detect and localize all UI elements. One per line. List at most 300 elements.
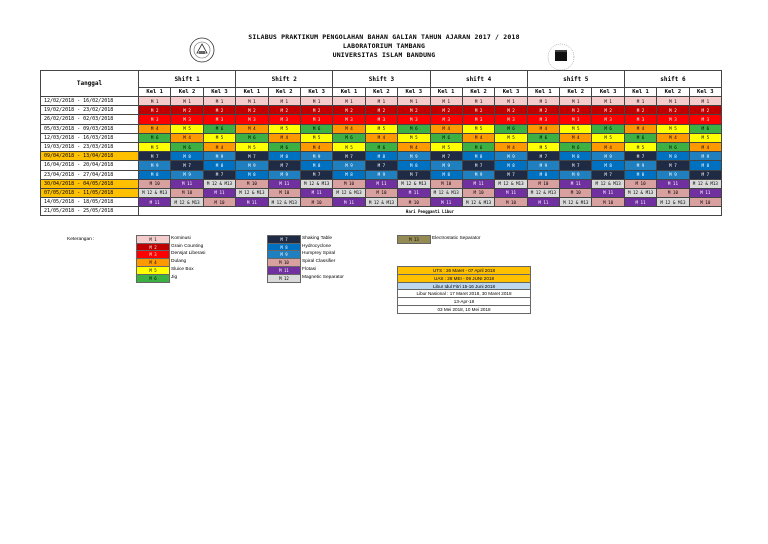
legend-label-text: Flotasi [302, 266, 317, 272]
module-cell: M 6 [139, 133, 171, 142]
legend-label-text: Grain Counting [171, 243, 204, 249]
module-cell: M 10 [495, 198, 527, 207]
module-cell: M 8 [624, 170, 656, 179]
module-cell: M 12 & M13 [171, 198, 203, 207]
module-cell: M 2 [365, 106, 397, 115]
module-cell: M 11 [560, 179, 592, 188]
module-cell: M 8 [139, 170, 171, 179]
module-cell: M 9 [333, 161, 365, 170]
module-cell: M 3 [560, 115, 592, 124]
document-title [0, 33, 768, 60]
module-cell: M 6 [333, 133, 365, 142]
table-row [41, 198, 722, 207]
note-line: Libur Idul Fitri 15-16 Juni 2018 [397, 282, 531, 291]
module-cell: M 9 [657, 170, 689, 179]
module-cell: M 2 [268, 106, 300, 115]
module-cell: M 11 [430, 198, 462, 207]
module-cell: M 2 [398, 106, 430, 115]
group-header: Kel 2 [462, 88, 494, 97]
module-cell: M 5 [689, 133, 721, 142]
module-cell: M 12 & M13 [689, 179, 721, 188]
module-cell: M 11 [462, 179, 494, 188]
module-cell: M 10 [592, 198, 624, 207]
module-cell: M 4 [527, 124, 559, 133]
legend-swatch: M 8 [267, 243, 301, 252]
module-cell: M 2 [592, 106, 624, 115]
module-cell: M 8 [527, 170, 559, 179]
module-cell: M 2 [495, 106, 527, 115]
table-row [41, 161, 722, 170]
module-cell: M 1 [398, 97, 430, 106]
module-cell: M 1 [333, 97, 365, 106]
module-cell: M 5 [527, 142, 559, 151]
module-cell: M 5 [365, 124, 397, 133]
legend-swatch: M 2 [136, 243, 170, 252]
module-cell: M 8 [398, 161, 430, 170]
module-cell: M 1 [236, 97, 268, 106]
module-cell: M 5 [430, 142, 462, 151]
legend-swatch: M 13 [397, 235, 431, 244]
module-cell: M 8 [365, 152, 397, 161]
module-cell: M 1 [365, 97, 397, 106]
date-cell: 26/02/2018 - 02/03/2018 [41, 115, 139, 124]
shift-header: Shift 3 [333, 71, 430, 88]
group-header: Kel 1 [333, 88, 365, 97]
legend-swatch: M 4 [136, 258, 170, 267]
module-cell: M 2 [430, 106, 462, 115]
module-cell: M 7 [365, 161, 397, 170]
module-cell: M 9 [560, 170, 592, 179]
legend-label-text: Dulang [171, 259, 187, 265]
module-cell: M 9 [527, 161, 559, 170]
module-cell: M 9 [268, 170, 300, 179]
legend-label-text: Spiral Classifier [302, 259, 336, 265]
module-cell: M 9 [689, 152, 721, 161]
legend-swatch: M 9 [267, 250, 301, 259]
module-cell: M 12 & M13 [592, 179, 624, 188]
module-cell: M 10 [333, 179, 365, 188]
module-cell: M 3 [527, 115, 559, 124]
module-cell: M 12 & M13 [462, 198, 494, 207]
module-cell: M 3 [268, 115, 300, 124]
shift-header: Shift 2 [236, 71, 333, 88]
date-cell: 30/04/2018 - 04/05/2018 [41, 179, 139, 188]
module-cell: M 8 [462, 152, 494, 161]
module-cell: M 12 & M13 [300, 179, 332, 188]
table-row [41, 142, 722, 151]
title-line-1: SILABUS PRAKTIKUM PENGOLAHAN BAHAN GALIAN TAHUN AJARAN 2017 / 2018 [248, 33, 520, 41]
module-cell: M 7 [171, 161, 203, 170]
module-cell: M 1 [624, 97, 656, 106]
module-cell: M 5 [592, 133, 624, 142]
module-cell: M 12 & M13 [527, 188, 559, 197]
module-cell: M 1 [139, 97, 171, 106]
date-cell: 12/03/2018 - 16/03/2018 [41, 133, 139, 142]
module-cell: M 11 [624, 198, 656, 207]
module-cell: M 12 & M13 [657, 198, 689, 207]
module-cell: M 3 [333, 115, 365, 124]
legend-swatch: M 3 [136, 250, 170, 259]
table-row [41, 179, 722, 188]
module-cell: M 3 [624, 115, 656, 124]
module-cell: M 1 [657, 97, 689, 106]
module-cell: M 7 [657, 161, 689, 170]
module-cell: M 2 [657, 106, 689, 115]
module-cell: M 10 [300, 198, 332, 207]
group-header: Kel 3 [689, 88, 721, 97]
group-header: Kel 1 [624, 88, 656, 97]
module-cell: M 6 [171, 142, 203, 151]
table-row [41, 207, 722, 216]
module-cell: M 9 [495, 152, 527, 161]
date-column-header: Tanggal [41, 71, 139, 97]
module-cell: M 3 [689, 115, 721, 124]
module-cell: M 4 [689, 142, 721, 151]
group-header: Kel 1 [527, 88, 559, 97]
module-cell: M 7 [495, 170, 527, 179]
module-cell: M 9 [592, 152, 624, 161]
module-cell: M 9 [300, 152, 332, 161]
module-cell: M 5 [462, 124, 494, 133]
table-row [41, 133, 722, 142]
legend-label-text: Humprey Spiral [302, 251, 336, 257]
module-cell: M 3 [430, 115, 462, 124]
module-cell: M 12 & M13 [398, 179, 430, 188]
module-cell: M 1 [527, 97, 559, 106]
date-cell: 19/02/2018 - 23/02/2018 [41, 106, 139, 115]
module-cell: M 3 [495, 115, 527, 124]
module-cell: M 7 [592, 170, 624, 179]
module-cell: M 12 & M13 [236, 188, 268, 197]
module-cell: M 2 [171, 106, 203, 115]
legend-swatch: M 7 [267, 235, 301, 244]
module-cell: M 1 [171, 97, 203, 106]
module-cell: M 6 [300, 124, 332, 133]
module-cell: M 3 [398, 115, 430, 124]
module-cell: M 8 [171, 152, 203, 161]
group-header: Kel 3 [300, 88, 332, 97]
module-cell: M 1 [495, 97, 527, 106]
module-cell: M 11 [689, 188, 721, 197]
date-cell: 19/03/2018 - 23/03/2018 [41, 142, 139, 151]
module-cell: M 6 [268, 142, 300, 151]
module-cell: M 1 [560, 97, 592, 106]
module-cell: M 4 [300, 142, 332, 151]
module-cell: M 11 [203, 188, 235, 197]
module-cell: M 12 & M13 [495, 179, 527, 188]
module-cell: M 2 [462, 106, 494, 115]
module-cell: M 12 & M13 [624, 188, 656, 197]
date-cell: 23/04/2018 - 27/04/2018 [41, 170, 139, 179]
note-line: 13-Apr-18 [397, 297, 531, 306]
module-cell: M 4 [333, 124, 365, 133]
module-cell: M 6 [527, 133, 559, 142]
legend-label-text: Electrostatic Separator [432, 236, 481, 241]
module-cell: M 5 [398, 133, 430, 142]
module-cell: M 11 [592, 188, 624, 197]
legend-label-text: Sluice Box [171, 266, 194, 272]
module-cell: M 2 [300, 106, 332, 115]
module-cell: M 11 [139, 198, 171, 207]
module-cell: M 6 [495, 124, 527, 133]
module-cell: M 4 [268, 133, 300, 142]
legend-swatch: M 11 [267, 266, 301, 275]
module-cell: M 9 [365, 170, 397, 179]
module-cell: M 10 [139, 179, 171, 188]
module-cell: M 5 [203, 133, 235, 142]
date-cell: 07/05/2018 - 11/05/2018 [41, 188, 139, 197]
module-cell: M 10 [365, 188, 397, 197]
module-cell: M 4 [171, 133, 203, 142]
module-cell: M 9 [139, 161, 171, 170]
shift-header: Shift 1 [139, 71, 236, 88]
group-header: Kel 1 [430, 88, 462, 97]
module-cell: M 9 [624, 161, 656, 170]
group-header: Kel 2 [365, 88, 397, 97]
module-cell: M 10 [236, 179, 268, 188]
module-cell: M 7 [236, 152, 268, 161]
module-cell: M 8 [560, 152, 592, 161]
module-cell: M 11 [527, 198, 559, 207]
module-cell: M 5 [560, 124, 592, 133]
module-cell: M 10 [203, 198, 235, 207]
date-cell: 16/04/2018 - 20/04/2018 [41, 161, 139, 170]
module-cell: M 2 [560, 106, 592, 115]
legend-swatch: M 5 [136, 266, 170, 275]
title-line-2: LABORATORIUM TAMBANG [342, 42, 426, 50]
module-cell: M 10 [657, 188, 689, 197]
module-cell: M 11 [333, 198, 365, 207]
module-cell: M 12 & M13 [333, 188, 365, 197]
module-cell: M 10 [560, 188, 592, 197]
legend-swatch: M 6 [136, 274, 170, 283]
module-cell: M 1 [462, 97, 494, 106]
module-cell: M 12 & M13 [365, 198, 397, 207]
note-line: 03 Mei 2018, 10 Mei 2018 [397, 305, 531, 314]
group-header: Kel 1 [139, 88, 171, 97]
module-cell: M 12 & M13 [560, 198, 592, 207]
module-cell: M 4 [560, 133, 592, 142]
module-cell: M 12 & M13 [203, 179, 235, 188]
module-cell: M 1 [268, 97, 300, 106]
legend-label: Keterangan : [67, 237, 95, 242]
group-header: Kel 3 [398, 88, 430, 97]
module-cell: M 6 [365, 142, 397, 151]
module-cell: M 9 [398, 152, 430, 161]
group-header: Kel 3 [203, 88, 235, 97]
shift-header: shift 6 [624, 71, 721, 88]
module-cell: M 8 [203, 161, 235, 170]
module-cell: M 7 [268, 161, 300, 170]
title-line-3: UNIVERSITAS ISLAM BANDUNG [332, 51, 436, 59]
module-cell: M 3 [657, 115, 689, 124]
module-cell: M 2 [624, 106, 656, 115]
table-row [41, 124, 722, 133]
date-cell: 12/02/2018 - 16/02/2018 [41, 97, 139, 106]
module-cell: M 4 [139, 124, 171, 133]
module-cell: M 7 [203, 170, 235, 179]
module-cell: M 4 [203, 142, 235, 151]
laboratory-logo-right [546, 42, 576, 72]
module-cell: M 6 [398, 124, 430, 133]
module-cell: M 2 [333, 106, 365, 115]
note-line: UTS : 26 Maret - 07 April 2018 [397, 266, 531, 275]
table-row [41, 115, 722, 124]
module-cell: M 1 [203, 97, 235, 106]
module-cell: M 11 [495, 188, 527, 197]
module-cell: M 3 [236, 115, 268, 124]
module-cell: M 4 [365, 133, 397, 142]
module-cell: M 1 [300, 97, 332, 106]
module-cell: M 11 [171, 179, 203, 188]
module-cell: M 7 [398, 170, 430, 179]
module-cell: M 4 [398, 142, 430, 151]
module-cell: M 7 [139, 152, 171, 161]
group-header: Kel 3 [592, 88, 624, 97]
module-cell: M 5 [236, 142, 268, 151]
module-cell: M 9 [462, 170, 494, 179]
module-cell: M 3 [139, 115, 171, 124]
module-cell: M 5 [657, 124, 689, 133]
legend-label-text: Hydrocyclone [302, 243, 332, 249]
module-cell: M 6 [203, 124, 235, 133]
module-cell: M 2 [689, 106, 721, 115]
table-row [41, 152, 722, 161]
date-cell: 14/05/2018 - 18/05/2018 [41, 198, 139, 207]
module-cell: M 3 [171, 115, 203, 124]
module-cell: M 5 [495, 133, 527, 142]
module-cell: M 7 [300, 170, 332, 179]
module-cell: M 7 [430, 152, 462, 161]
legend-label-text: Shaking Table [302, 236, 333, 241]
module-cell: M 11 [657, 179, 689, 188]
module-cell: M 4 [430, 124, 462, 133]
module-cell: M 8 [430, 170, 462, 179]
group-header: Kel 2 [657, 88, 689, 97]
module-cell: M 10 [624, 179, 656, 188]
legend-swatch: M 12 [267, 274, 301, 283]
module-cell: M 2 [236, 106, 268, 115]
legend-swatch: M 10 [267, 258, 301, 267]
module-cell: M 2 [203, 106, 235, 115]
module-cell: M 3 [592, 115, 624, 124]
legend-label-text: Magnetic Separator [302, 274, 344, 280]
module-cell: M 5 [333, 142, 365, 151]
module-cell: M 6 [462, 142, 494, 151]
module-cell: M 6 [430, 133, 462, 142]
module-cell: M 8 [689, 161, 721, 170]
module-cell: M 6 [624, 133, 656, 142]
module-cell: M 11 [300, 188, 332, 197]
module-cell: M 3 [300, 115, 332, 124]
module-cell: M 1 [689, 97, 721, 106]
module-cell: M 7 [624, 152, 656, 161]
module-cell: M 4 [624, 124, 656, 133]
legend-swatch: M 1 [136, 235, 170, 244]
module-cell: M 8 [592, 161, 624, 170]
module-cell: M 5 [624, 142, 656, 151]
module-cell: M 11 [398, 188, 430, 197]
module-cell: M 2 [139, 106, 171, 115]
module-cell: M 5 [139, 142, 171, 151]
module-cell: M 2 [527, 106, 559, 115]
table-row [41, 106, 722, 115]
module-cell: M 10 [171, 188, 203, 197]
module-cell: M 6 [592, 124, 624, 133]
module-cell: M 3 [365, 115, 397, 124]
module-cell: M 5 [300, 133, 332, 142]
module-cell: M 9 [171, 170, 203, 179]
module-cell: M 8 [236, 170, 268, 179]
group-header: Kel 2 [171, 88, 203, 97]
university-logo-left [188, 36, 216, 64]
module-cell: M 10 [689, 198, 721, 207]
module-cell: M 8 [495, 161, 527, 170]
schedule-table [40, 70, 722, 216]
module-cell: M 10 [398, 198, 430, 207]
date-cell: 09/04/2018 - 13/04/2018 [41, 152, 139, 161]
module-cell: M 4 [462, 133, 494, 142]
legend-label-text: Kominusi [171, 236, 191, 241]
module-cell: M 6 [689, 124, 721, 133]
module-cell: M 12 & M13 [268, 198, 300, 207]
module-cell: M 7 [462, 161, 494, 170]
module-cell: M 4 [657, 133, 689, 142]
module-cell: M 3 [203, 115, 235, 124]
module-cell: M 5 [268, 124, 300, 133]
module-cell: M 3 [462, 115, 494, 124]
shift-header: shift 5 [527, 71, 624, 88]
module-cell: M 1 [430, 97, 462, 106]
module-cell: M 7 [689, 170, 721, 179]
module-cell: M 6 [560, 142, 592, 151]
module-cell: M 7 [333, 152, 365, 161]
group-header: Kel 2 [560, 88, 592, 97]
table-row [41, 170, 722, 179]
module-cell: M 9 [236, 161, 268, 170]
module-cell: M 4 [236, 124, 268, 133]
module-cell: M 4 [592, 142, 624, 151]
module-cell: M 6 [657, 142, 689, 151]
module-cell: M 11 [268, 179, 300, 188]
module-cell: M 7 [527, 152, 559, 161]
module-cell: M 10 [430, 179, 462, 188]
module-cell: M 11 [365, 179, 397, 188]
module-cell: M 7 [560, 161, 592, 170]
module-cell: M 6 [236, 133, 268, 142]
module-cell: M 9 [430, 161, 462, 170]
date-cell: 05/03/2018 - 09/03/2018 [41, 124, 139, 133]
module-cell: M 1 [592, 97, 624, 106]
module-cell: M 8 [657, 152, 689, 161]
table-row [41, 97, 722, 106]
module-cell: M 10 [268, 188, 300, 197]
group-header: Kel 2 [268, 88, 300, 97]
module-cell: M 8 [300, 161, 332, 170]
module-cell: M 8 [333, 170, 365, 179]
module-cell: M 10 [527, 179, 559, 188]
note-line: UAS : 28 MEI - 09 JUNI 2018 [397, 274, 531, 283]
note-line: Libur Nasional : 17 Maret 2018, 30 Maret 2018 [397, 289, 531, 298]
module-cell: M 10 [462, 188, 494, 197]
module-cell: M 4 [495, 142, 527, 151]
module-cell: M 8 [268, 152, 300, 161]
module-cell: M 11 [236, 198, 268, 207]
group-header: Kel 3 [495, 88, 527, 97]
holiday-replacement-cell: Hari Pengganti Libur [139, 207, 722, 216]
module-cell: M 5 [171, 124, 203, 133]
legend-label-text: Jig [171, 274, 178, 280]
